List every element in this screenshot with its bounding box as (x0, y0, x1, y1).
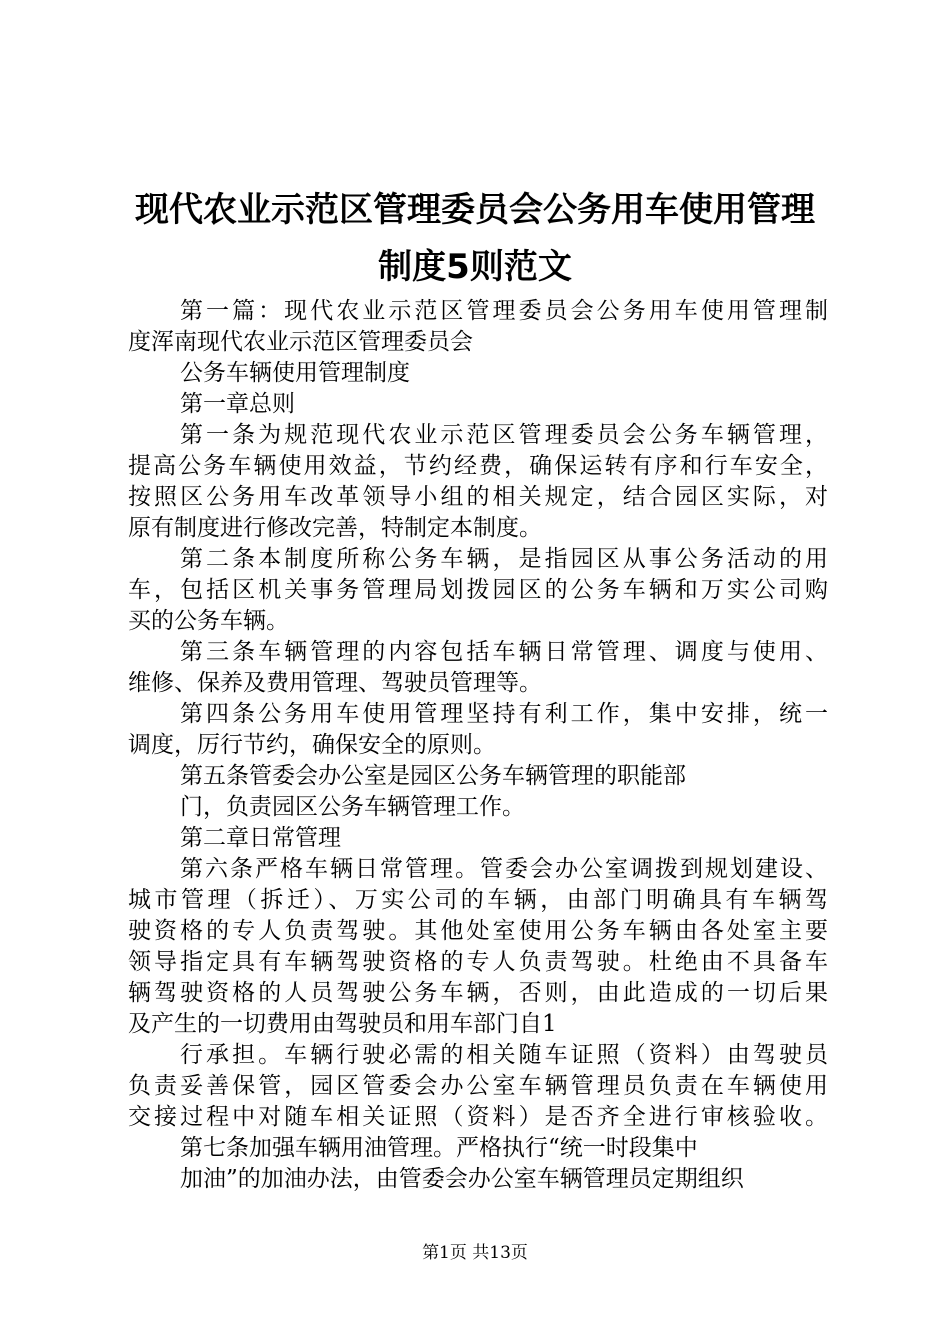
document-title-line-1: 现代农业示范区管理委员会公务用车使用管理 (135, 190, 815, 230)
page-footer: 第1页 共13页 (422, 1243, 528, 1263)
body-line: 及产生的一切费用由驾驶员和用车部门自1 (128, 1011, 557, 1037)
body-line: 加油”的加油办法，由管委会办公室车辆管理员定期组织 (180, 1166, 744, 1192)
body-line: 按照区公务用车改革领导小组的相关规定，结合园区实际，对 (128, 484, 828, 510)
body-line: 公务车辆使用管理制度 (180, 360, 410, 386)
body-line: 第三条车辆管理的内容包括车辆日常管理、调度与使用、 (180, 639, 828, 665)
body-line: 原有制度进行修改完善，特制定本制度。 (128, 515, 542, 541)
body-line: 买的公务车辆。 (128, 608, 289, 634)
body-line: 门，负责园区公务车辆管理工作。 (180, 794, 525, 820)
body-line: 交接过程中对随车相关证照（资料）是否齐全进行审核验收。 (128, 1104, 828, 1130)
body-line: 辆驾驶资格的人员驾驶公务车辆，否则，由此造成的一切后果 (128, 980, 828, 1006)
body-line: 负责妥善保管，园区管委会办公室车辆管理员负责在车辆使用 (128, 1073, 828, 1099)
body-line: 第一篇：现代农业示范区管理委员会公务用车使用管理制 (180, 298, 828, 324)
body-line: 第二章日常管理 (180, 825, 341, 851)
body-line: 调度，厉行节约，确保安全的原则。 (128, 732, 496, 758)
body-line: 第一章总则 (180, 391, 295, 417)
body-line: 维修、保养及费用管理、驾驶员管理等。 (128, 670, 542, 696)
body-line: 驶资格的专人负责驾驶。其他处室使用公务车辆由各处室主要 (128, 918, 828, 944)
body-line: 第一条为规范现代农业示范区管理委员会公务车辆管理， (180, 422, 828, 448)
body-line: 第七条加强车辆用油管理。严格执行“统一时段集中 (180, 1135, 698, 1161)
body-line: 第六条严格车辆日常管理。管委会办公室调拨到规划建设、 (180, 856, 828, 882)
document-body (128, 296, 828, 1195)
body-line: 第四条公务用车使用管理坚持有利工作，集中安排，统一 (180, 701, 828, 727)
body-line: 车，包括区机关事务管理局划拨园区的公务车辆和万实公司购 (128, 577, 828, 603)
body-line: 度浑南现代农业示范区管理委员会 (128, 329, 473, 355)
body-line: 第五条管委会办公室是园区公务车辆管理的职能部 (180, 763, 686, 789)
body-line: 行承担。车辆行驶必需的相关随车证照（资料）由驾驶员 (180, 1042, 828, 1068)
document-title-line-2: 制度5则范文 (378, 247, 572, 287)
body-line: 第二条本制度所称公务车辆，是指园区从事公务活动的用 (180, 546, 828, 572)
body-line: 领导指定具有车辆驾驶资格的专人负责驾驶。杜绝由不具备车 (128, 949, 828, 975)
body-line: 城市管理（拆迁）、万实公司的车辆，由部门明确具有车辆驾 (128, 887, 828, 913)
body-line: 提高公务车辆使用效益，节约经费，确保运转有序和行车安全， (128, 453, 828, 479)
